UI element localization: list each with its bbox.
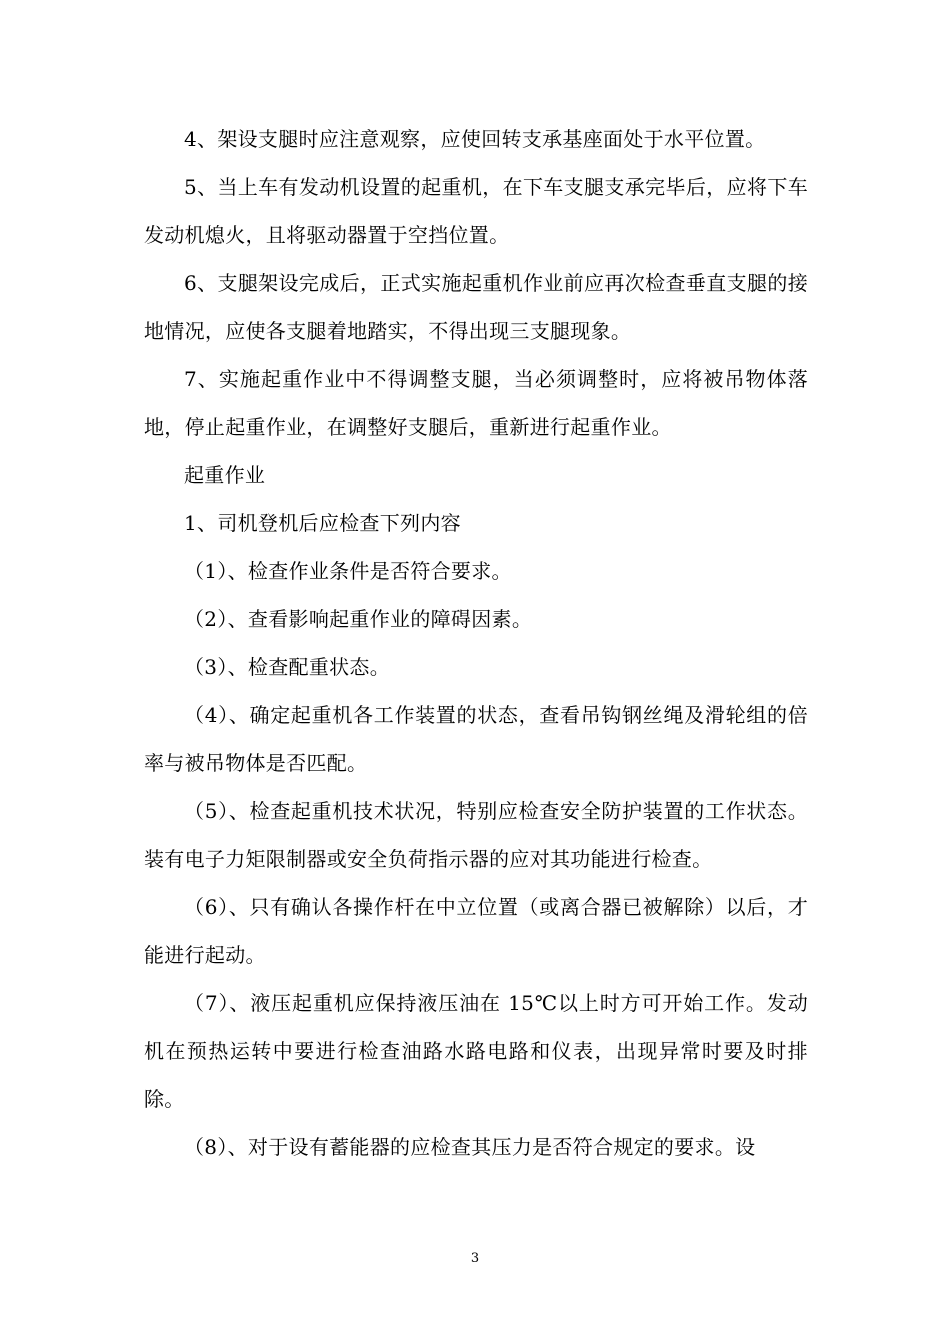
list-item-7: （7）、液压起重机应保持液压油在 15℃以上时方可开始工作。发动机在预热运转中要进行检查油路水路电路和仪表，出现异常时要及时排除。 xyxy=(144,991,808,1111)
section-heading-lifting: 起重作业 xyxy=(184,463,266,487)
paragraph-engine-off: 5、当上车有发动机设置的起重机，在下车支腿支承完毕后，应将下车发动机熄火，且将驱动器置于空挡位置。 xyxy=(144,175,808,247)
paragraph-outrigger-level: 4、架设支腿时应注意观察，应使回转支承基座面处于水平位置。 xyxy=(184,127,766,151)
list-item-5: （5）、检查起重机技术状况，特别应检查安全防护装置的工作状态。装有电子力矩限制器或安全负荷指示器的应对其功能进行检查。 xyxy=(144,799,808,871)
page-body xyxy=(144,115,808,1171)
list-item-8: （8）、对于设有蓄能器的应检查其压力是否符合规定的要求。设 xyxy=(184,1135,756,1159)
paragraph-driver-checks: 1、司机登机后应检查下列内容 xyxy=(184,511,461,535)
paragraph-no-adjust: 7、实施起重作业中不得调整支腿，当必须调整时，应将被吊物体落地，停止起重作业，在调整好支腿后，重新进行起重作业。 xyxy=(144,367,808,439)
page-number: 3 xyxy=(470,1251,480,1266)
list-item-4: （4）、确定起重机各工作装置的状态，查看吊钩钢丝绳及滑轮组的倍率与被吊物体是否匹配。 xyxy=(144,703,808,775)
list-item-1: （1）、检查作业条件是否符合要求。 xyxy=(184,559,512,583)
list-item-3: （3）、检查配重状态。 xyxy=(184,655,391,679)
list-item-6: （6）、只有确认各操作杆在中立位置（或离合器已被解除）以后，才能进行起动。 xyxy=(144,895,808,967)
list-item-2: （2）、查看影响起重作业的障碍因素。 xyxy=(184,607,533,631)
paragraph-outrigger-check: 6、支腿架设完成后，正式实施起重机作业前应再次检查垂直支腿的接地情况，应使各支腿着地踏实，不得出现三支腿现象。 xyxy=(144,271,808,343)
